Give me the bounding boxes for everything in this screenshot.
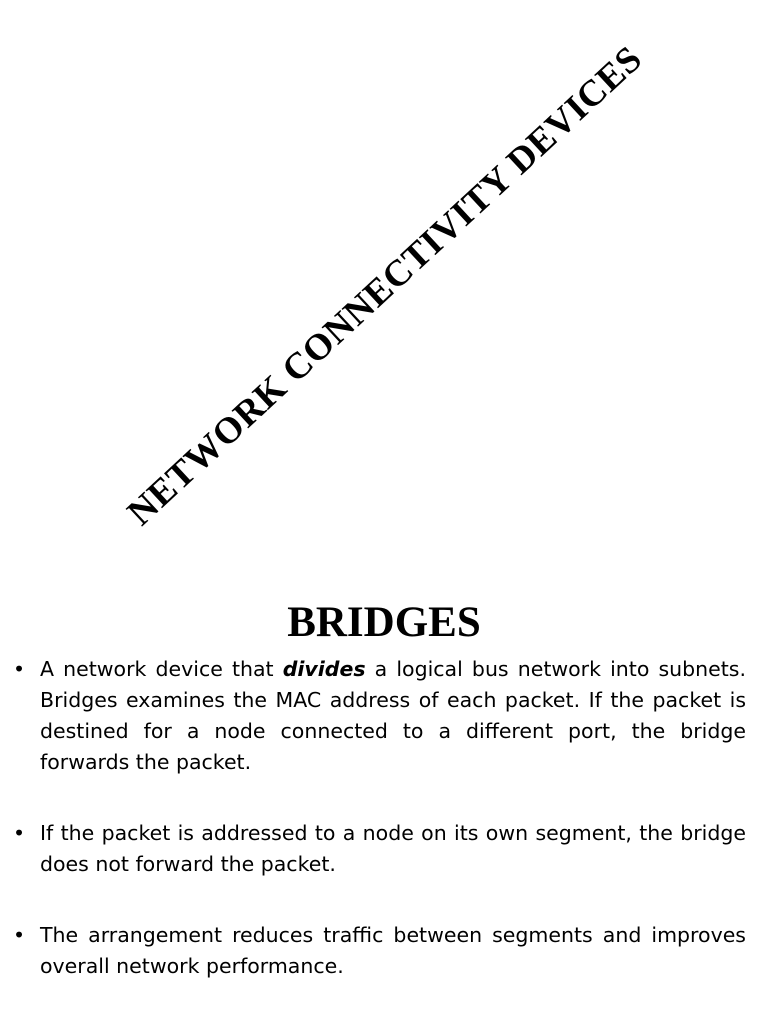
bullet-text-start: A network device that: [40, 657, 283, 681]
bullet-item: [0, 654, 768, 778]
diagonal-slide-title: NETWORK CONNECTIVITY DEVICES: [119, 38, 651, 534]
bullet-text: [40, 654, 746, 778]
bullet-icon: •: [13, 657, 26, 681]
bullet-list: [0, 654, 768, 982]
section-heading: BRIDGES: [287, 599, 481, 646]
bullet-text: The arrangement reduces traffic between segments and improves overall network performance.: [40, 923, 746, 978]
bullet-icon: •: [13, 923, 26, 947]
bullet-icon: •: [13, 821, 26, 845]
bullet-item: [0, 920, 768, 982]
bullet-text: If the packet is addressed to a node on its own segment, the bridge does not forward the packet.: [40, 821, 746, 876]
bullet-text-rest: a logical bus network into subnets. Bridges examines the MAC address of each packet. If the packet is destined for a node connected to a different port, the bridge forwards the packet.: [40, 657, 746, 774]
emphasized-word: divides: [282, 657, 366, 681]
bullet-item: [0, 818, 768, 880]
